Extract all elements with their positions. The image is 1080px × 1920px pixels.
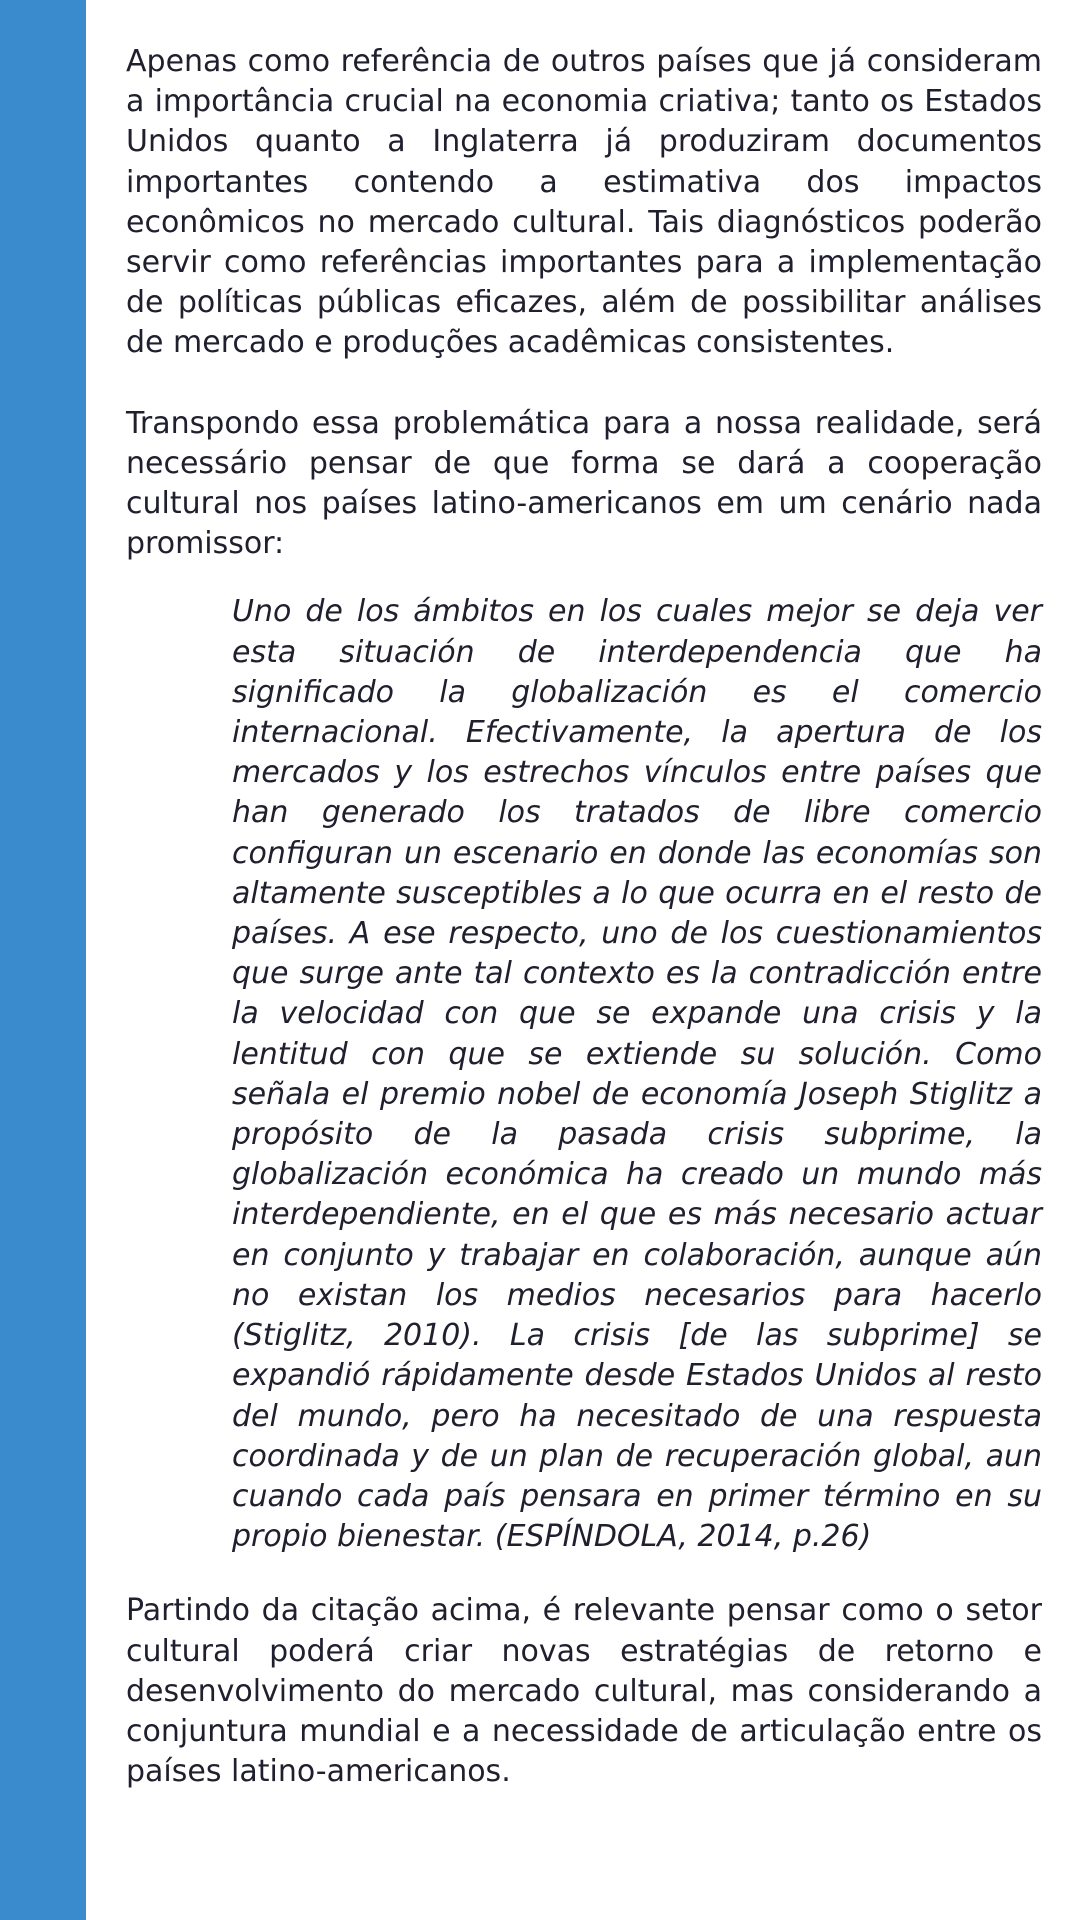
paragraph-economia-criativa: Apenas como referência de outros países que já consideram a importância crucial na economia criativa; tanto os Estados Unidos quanto a Inglaterra já produziram documentos importantes contendo a estimativa dos impactos econômicos no mercado cultural. Tais diagnósticos poderão servir como referências importantes para a implementação de políticas públicas eficazes, além de possibilitar análises de mercado e produções acadêmicas consistentes. <box>126 44 1042 361</box>
block-quote-espindola: Uno de los ámbitos en los cuales mejor se deja ver esta situación de interdependencia que ha significado la globalización es el comercio internacional. Efectivamente, la apertura de los mercados y los estrechos vínculos entre países que han generado los tratados de libre comercio configuran un escenario en donde las economías son altamente susceptibles a lo que ocurra en el resto de países. A ese respecto, uno de los cuestionamientos que surge ante tal contexto es la contradicción entre la velocidad con que se expande una crisis y la lentitud con que se extiende su solución. Como señala el premio nobel de economía Joseph Stiglitz a propósito de la pasada crisis subprime, la globalización económica ha creado un mundo más interdependiente, en el que es más necesario actuar en conjunto y trabajar en colaboración, aunque aún no existan los medios necesarios para hacerlo (Stiglitz, 2010). La crisis [de las subprime] se expandió rápidamente desde Estados Unidos al resto del mundo, pero ha necesitado de una respuesta coordinada y de un plan de recuperación global, aun cuando cada país pensara en primer término en su propio bienestar. (ESPÍNDOLA, 2014, p.26) <box>232 594 1042 1555</box>
paragraph-cooperacao-cultural: Transpondo essa problemática para a nossa realidade, será necessário pensar de que forma se dará a cooperação cultural nos países latino-americanos em um cenário nada promissor: <box>126 405 1042 562</box>
paragraph-closing: Partindo da citação acima, é relevante pensar como o setor cultural poderá criar novas estratégias de retorno e desenvolvimento do mercado cultural, mas considerando a conjuntura mundial e a necessidade de articulação entre os países latino-americanos. <box>126 1593 1042 1790</box>
side-accent-bar <box>0 0 86 1920</box>
text-column <box>126 42 1042 1792</box>
